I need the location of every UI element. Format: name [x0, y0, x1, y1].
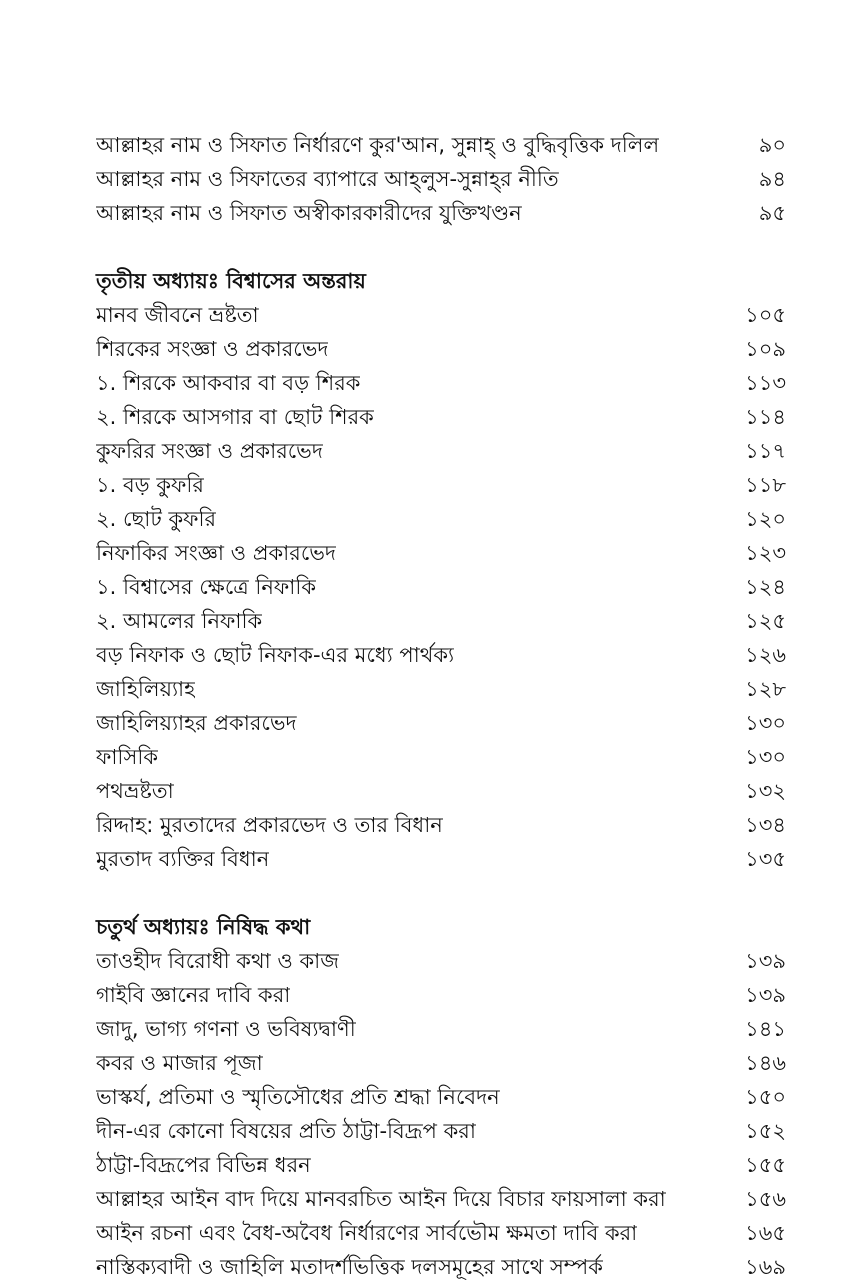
toc-row	[96, 570, 786, 604]
section-spacer	[96, 230, 786, 264]
toc-page-number: ১২৮	[745, 677, 786, 701]
toc-row	[96, 366, 786, 400]
toc-row	[96, 162, 786, 196]
toc-title: নিফাকির সংজ্ঞা ও প্রকারভেদ	[96, 541, 336, 565]
toc-row	[96, 468, 786, 502]
toc-title: তাওহীদ বিরোধী কথা ও কাজ	[96, 949, 340, 973]
toc-title: ১. শিরকে আকবার বা বড় শিরক	[96, 371, 361, 395]
toc-page-number: ১৫৬	[745, 1187, 786, 1211]
table-of-contents	[96, 128, 786, 1284]
toc-row	[96, 1114, 786, 1148]
toc-title: ভাস্কর্য, প্রতিমা ও স্মৃতিসৌধের প্রতি শ্রদ্ধা নিবেদন	[96, 1085, 500, 1109]
toc-row	[96, 332, 786, 366]
toc-page-number: ১৩২	[745, 779, 786, 803]
toc-row	[96, 1046, 786, 1080]
toc-page-number: ১৫২	[745, 1119, 786, 1143]
toc-title: বড় নিফাক ও ছোট নিফাক-এর মধ্যে পার্থক্য	[96, 643, 455, 667]
toc-title: ২. শিরকে আসগার বা ছোট শিরক	[96, 405, 374, 429]
toc-page-number: ১৪১	[745, 1017, 786, 1041]
toc-row	[96, 128, 786, 162]
toc-title: ২. আমলের নিফাকি	[96, 609, 263, 633]
toc-row	[96, 1216, 786, 1250]
toc-title: রিদ্দাহ: মুরতাদের প্রকারভেদ ও তার বিধান	[96, 813, 443, 837]
toc-row	[96, 672, 786, 706]
toc-page-number: ১৩০	[745, 711, 786, 735]
toc-title: মানব জীবনে ভ্রষ্টতা	[96, 303, 259, 327]
chapter-3-section	[96, 264, 786, 876]
toc-row	[96, 638, 786, 672]
toc-page-number: ১১৭	[745, 439, 786, 463]
toc-title: ঠাট্টা-বিদ্রূপের বিভিন্ন ধরন	[96, 1153, 311, 1177]
toc-title: আল্লাহর নাম ও সিফাতের ব্যাপারে আহ্‌লুস-সুন্নাহ্‌র নীতি	[96, 167, 559, 191]
toc-row	[96, 706, 786, 740]
toc-title: আইন রচনা এবং বৈধ-অবৈধ নির্ধারণের সার্বভৌম ক্ষমতা দাবি করা	[96, 1221, 638, 1245]
chapter-heading: তৃতীয় অধ্যায়ঃ বিশ্বাসের অন্তরায়	[96, 269, 366, 293]
toc-row	[96, 1012, 786, 1046]
toc-page-number: ১৪৬	[745, 1051, 786, 1075]
toc-row	[96, 604, 786, 638]
toc-page-number: ১২৩	[745, 541, 786, 565]
toc-row	[96, 536, 786, 570]
toc-row	[96, 1080, 786, 1114]
toc-title: পথভ্রষ্টতা	[96, 779, 174, 803]
toc-page-number: ১১৮	[745, 473, 786, 497]
toc-page-number: ১২৫	[745, 609, 786, 633]
toc-row	[96, 808, 786, 842]
toc-title: আল্লাহর নাম ও সিফাত নির্ধারণে কুর'আন, সুন্নাহ্ ও বুদ্ধিবৃত্তিক দলিল	[96, 133, 660, 157]
toc-row	[96, 1250, 786, 1284]
toc-row	[96, 400, 786, 434]
toc-page-number: ১৩৯	[745, 983, 786, 1007]
toc-row	[96, 774, 786, 808]
toc-title: কুফরির সংজ্ঞা ও প্রকারভেদ	[96, 439, 323, 463]
toc-title: নাস্তিক্যবাদী ও জাহিলি মতাদর্শভিত্তিক দলসমূহের সাথে সম্পর্ক	[96, 1255, 603, 1279]
toc-row	[96, 1182, 786, 1216]
toc-row	[96, 944, 786, 978]
toc-title: ফাসিকি	[96, 745, 159, 769]
toc-page-number: ১৩৫	[745, 847, 786, 871]
toc-page-number: ১৩০	[745, 745, 786, 769]
toc-title: গাইবি জ্ঞানের দাবি করা	[96, 983, 291, 1007]
toc-page-number: ১০৫	[745, 303, 786, 327]
toc-title: আল্লাহর আইন বাদ দিয়ে মানবরচিত আইন দিয়ে বিচার ফায়সালা করা	[96, 1187, 666, 1211]
toc-row	[96, 434, 786, 468]
toc-page-number: ১৩৯	[745, 949, 786, 973]
toc-page-number: ১৩৪	[745, 813, 786, 837]
toc-title: জাহিলিয়্যাহ	[96, 677, 196, 701]
toc-title: দীন-এর কোনো বিষয়ের প্রতি ঠাট্টা-বিদ্রূপ করা	[96, 1119, 476, 1143]
toc-page-number: ১১৪	[745, 405, 786, 429]
toc-title: মুরতাদ ব্যক্তির বিধান	[96, 847, 270, 871]
toc-page-number: ৯০	[758, 133, 786, 157]
toc-row	[96, 502, 786, 536]
toc-title: ১. বড় কুফরি	[96, 473, 204, 497]
toc-page-number: ১২৪	[745, 575, 786, 599]
toc-row	[96, 978, 786, 1012]
section-spacer	[96, 876, 786, 910]
toc-title: ১. বিশ্বাসের ক্ষেত্রে নিফাকি	[96, 575, 317, 599]
toc-page-number: ১৫০	[745, 1085, 786, 1109]
toc-page-number: ১২৬	[745, 643, 786, 667]
toc-page-number: ১২০	[745, 507, 786, 531]
chapter-4-section	[96, 910, 786, 1284]
toc-title: কবর ও মাজার পূজা	[96, 1051, 263, 1075]
toc-page-number: ৯৫	[758, 201, 786, 225]
toc-page-number: ১০৯	[745, 337, 786, 361]
toc-row	[96, 740, 786, 774]
toc-page-number: ১১৩	[745, 371, 786, 395]
toc-title: ২. ছোট কুফরি	[96, 507, 217, 531]
toc-title: শিরকের সংজ্ঞা ও প্রকারভেদ	[96, 337, 329, 361]
toc-title: জাদু, ভাগ্য গণনা ও ভবিষ্যদ্বাণী	[96, 1017, 356, 1041]
toc-row	[96, 298, 786, 332]
intro-section	[96, 128, 786, 230]
toc-page-number: ১৬৫	[745, 1221, 786, 1245]
toc-title: জাহিলিয়্যাহর প্রকারভেদ	[96, 711, 297, 735]
toc-row	[96, 842, 786, 876]
toc-title: আল্লাহর নাম ও সিফাত অস্বীকারকারীদের যুক্তিখণ্ডন	[96, 201, 522, 225]
toc-row	[96, 1148, 786, 1182]
toc-page-number: ১৫৫	[745, 1153, 786, 1177]
toc-page-number: ১৬৯	[745, 1255, 786, 1279]
toc-row	[96, 196, 786, 230]
toc-page-number: ৯৪	[758, 167, 786, 191]
chapter-heading: চতুর্থ অধ্যায়ঃ নিষিদ্ধ কথা	[96, 915, 311, 939]
